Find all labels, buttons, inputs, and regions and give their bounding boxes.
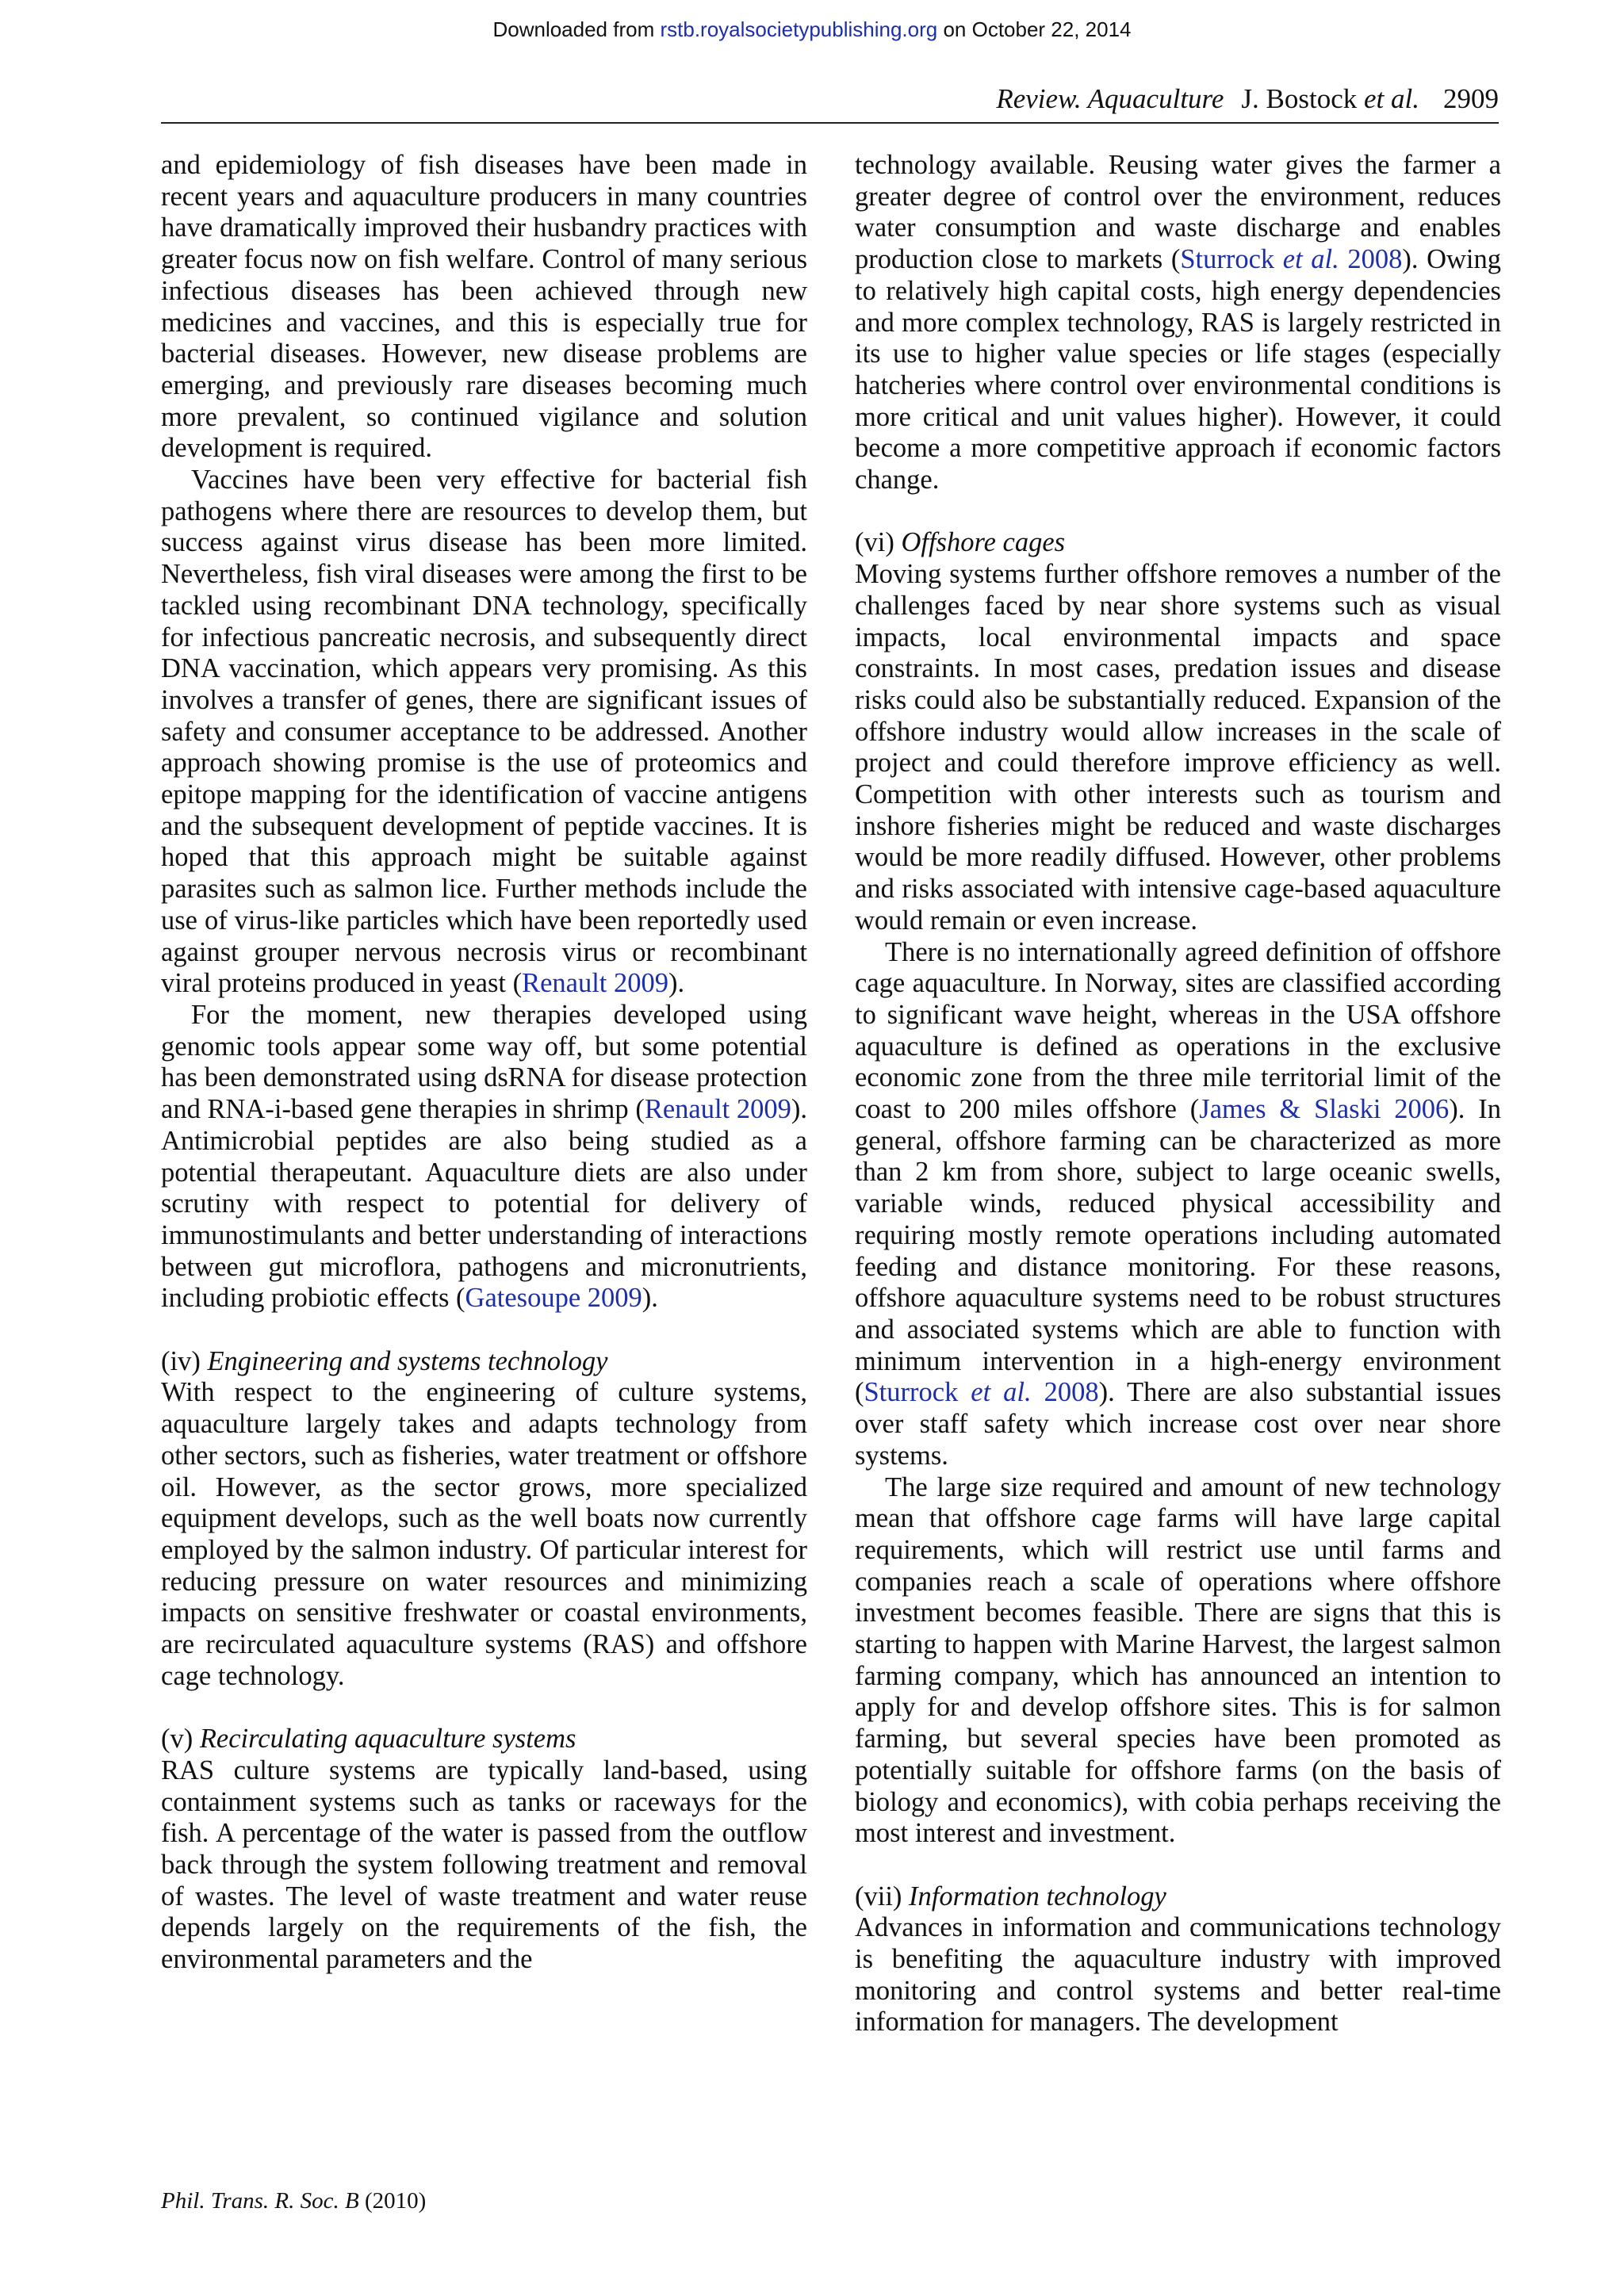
running-head	[161, 76, 1499, 124]
journal-name: Phil. Trans. R. Soc. B	[161, 2188, 359, 2214]
left-paragraph-4: With respect to the engineering of culture systems, aquaculture largely takes and adapts technology from other sectors, such as fisheries, water treatment or offshore oil. However, as the sector grows, more specialized equipment develops, such as the well boats now currently employed by the salmon industry. Of particular interest for reducing pressure on water resources and minimizing impacts on sensitive freshwater or coastal environments, are recirculated aquaculture systems (RAS) and offshore cage technology.	[161, 1377, 807, 1691]
right-paragraph-4: The large size required and amount of new technology mean that offshore cage farms will have large capital requirements, which will restrict use until farms and companies reach a scale of operations where offshore investment becomes feasible. There are signs that this is starting to happen with Marine Harvest, the largest salmon farming company, which has announced an intention to apply for and develop offshore sites. This is for salmon farming, but several species have been promoted as potentially suitable for offshore farms (on the basis of biology and economics), with cobia perhaps receiving the most interest and investment.	[855, 1471, 1501, 1849]
right-paragraph-1: technology available. Reusing water gives the farmer a greater degree of control over the environment, reduces water consumption and waste discharge and enables production close to markets (Sturrock et al. 2008). Owing to relatively high capital costs, high energy dependencies and more complex technology, RAS is largely restricted in its use to higher value species or life stages (especially hatcheries where control over environmental conditions is more critical and unit values higher). However, it could become a more competitive approach if economic factors change.	[855, 150, 1501, 496]
left-paragraph-5: RAS culture systems are typically land-based, using containment systems such as tanks or raceways for the fish. A percentage of the water is passed from the outflow back through the system following treatment and removal of wastes. The level of waste treatment and water reuse depends largely on the requirements of the fish, the environmental parameters and the	[161, 1755, 807, 1975]
left-column	[161, 150, 807, 1976]
citation-link[interactable]: Sturrock et al. 2008	[1180, 244, 1403, 275]
journal-year: (2010)	[364, 2188, 427, 2214]
download-notice	[0, 16, 1624, 43]
citation-link[interactable]: James & Slaski 2006	[1199, 1094, 1450, 1125]
right-paragraph-3: There is no internationally agreed definition of offshore cage aquaculture. In Norway, sites are classified according to significant wave height, whereas in the USA offshore aquaculture is defined as operations in the exclusive economic zone from the three mile territorial limit of the coast to 200 miles offshore (James & Slaski 2006). In general, offshore farming can be characterized as more than 2 km from shore, subject to large oceanic swells, variable winds, reduced physical accessibility and requiring mostly remote operations including automated feeding and distance monitoring. For these reasons, offshore aquaculture systems need to be robust structures and associated systems which are able to function with minimum intervention in a high-energy environment (Sturrock et al. 2008). There are also substantial issues over staff safety which increase cost over near shore systems.	[855, 936, 1502, 1471]
running-author: J. Bostock	[1241, 83, 1358, 114]
right-column	[855, 150, 1501, 2038]
right-paragraph-5: Advances in information and communications technology is benefiting the aquaculture industry with improved monitoring and control systems and better real-time information for managers. The development	[855, 1912, 1501, 2038]
download-date: on October 22, 2014	[943, 17, 1132, 41]
running-section: Review. Aquaculture	[996, 83, 1224, 114]
journal-footer	[161, 2187, 426, 2215]
section-heading-iv: (iv) Engineering and systems technology	[161, 1345, 608, 1376]
running-et-al: et al.	[1364, 83, 1419, 114]
right-paragraph-2: Moving systems further offshore removes a number of the challenges faced by near shore systems such as visual impacts, local environmental impacts and space constraints. In most cases, predation issues and disease risks could also be substantially reduced. Expansion of the offshore industry would allow increases in the scale of project and could therefore improve efficiency as well. Competition with other interests such as tourism and inshore fisheries might be reduced and waste discharges would be more readily diffused. However, other problems and risks associated with intensive cage-based aquaculture would remain or even increase.	[855, 559, 1501, 936]
left-paragraph-1: and epidemiology of fish diseases have been made in recent years and aquaculture producers in many countries have dramatically improved their husbandry practices with greater focus now on fish welfare. Control of many serious infectious diseases has been achieved through new medicines and vaccines, and this is especially true for bacterial diseases. However, new disease problems are emerging, and previously rare diseases becoming much more prevalent, so continued vigilance and solution development is required.	[161, 150, 807, 464]
citation-link[interactable]: Renault 2009	[644, 1094, 791, 1125]
citation-link[interactable]: Gatesoupe 2009	[465, 1283, 642, 1314]
left-paragraph-3: For the moment, new therapies developed using genomic tools appear some way off, but some potential has been demonstrated using dsRNA for disease protection and RNA-i-based gene therapies in shrimp (Renault 2009). Antimicrobial peptides are also being studied as a potential therapeutant. Aquaculture diets are also under scrutiny with respect to potential for delivery of immunostimulants and better understanding of interactions between gut microflora, pathogens and micronutrients, including probiotic effects (Gatesoupe 2009).	[161, 999, 808, 1314]
section-heading-vii: (vii) Information technology	[855, 1881, 1166, 1911]
citation-link[interactable]: Renault 2009	[522, 968, 669, 999]
download-site-link[interactable]: rstb.royalsocietypublishing.org	[660, 17, 938, 41]
page-number: 2909	[1443, 83, 1499, 114]
citation-link[interactable]: Sturrock et al. 2008	[864, 1377, 1099, 1408]
download-prefix: Downloaded from	[492, 17, 655, 41]
section-heading-v: (v) Recirculating aquaculture systems	[161, 1724, 576, 1755]
section-heading-vi: (vi) Offshore cages	[855, 527, 1066, 558]
left-paragraph-2: Vaccines have been very effective for bacterial fish pathogens where there are resources to develop them, but success against virus disease has been more limited. Nevertheless, fish viral diseases were among the first to be tackled using recombinant DNA technology, specifically for infectious pancreatic necrosis, and subsequently direct DNA vaccination, which appears very promising. As this involves a transfer of genes, there are significant issues of safety and consumer acceptance to be addressed. Another approach showing promise is the use of proteomics and epitope mapping for the identification of vaccine antigens and the subsequent development of peptide vaccines. It is hoped that this approach might be suitable against parasites such as salmon lice. Further methods include the use of virus-like particles which have been reportedly used against grouper nervous necrosis virus or recombinant viral proteins produced in yeast (Renault 2009).	[161, 465, 807, 999]
